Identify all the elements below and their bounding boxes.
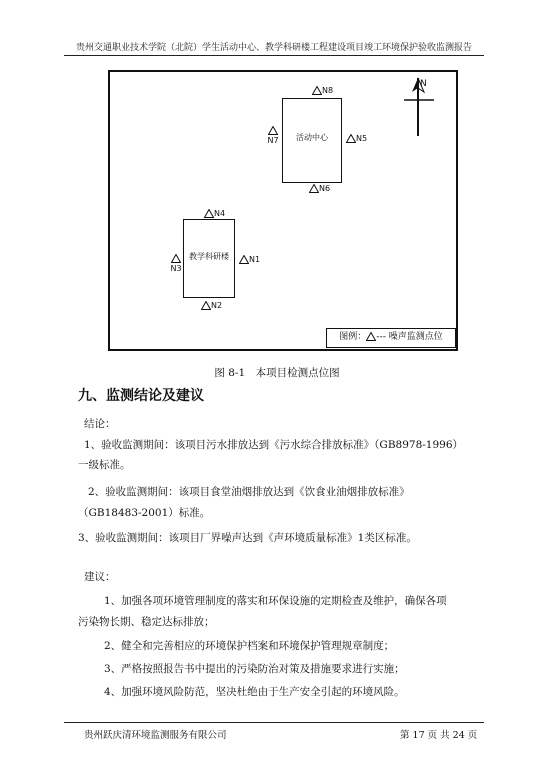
point-label: N1 <box>249 255 261 264</box>
report-header-title: 贵州交通职业技术学院（北院）学生活动中心、教学科研楼工程建设项目竣工环境保护验收监测报告 <box>75 43 472 53</box>
point-n6 <box>309 184 330 194</box>
header-divider <box>64 55 484 56</box>
conclusion-line: 3、验收监测期间：该项目厂界噪声达到《声环境质量标准》1类区标准。 <box>78 532 417 544</box>
suggestion-heading: 建议： <box>84 571 116 583</box>
point-n5 <box>346 134 367 144</box>
footer-page-number: 第 17 页 共 24 页 <box>400 730 478 741</box>
footer-company: 贵州跃庆清环境监测服务有限公司 <box>84 730 227 741</box>
point-label: N5 <box>356 134 368 143</box>
conclusion-line: 2、验收监测期间：该项目食堂油烟排放达到《饮食业油烟排放标准》 <box>88 486 410 498</box>
triangle-marker-icon <box>204 209 214 218</box>
point-label: N4 <box>214 209 226 218</box>
point-label: N3 <box>170 264 182 273</box>
map-legend <box>326 328 456 348</box>
point-label: N2 <box>211 301 223 310</box>
point-n7 <box>264 126 282 146</box>
point-label: N8 <box>322 86 334 95</box>
triangle-marker-icon <box>268 126 278 135</box>
point-label: N6 <box>319 184 331 193</box>
point-n3 <box>167 254 185 274</box>
research-building <box>183 219 235 298</box>
conclusion-line: （GB18483-2001）标准。 <box>78 507 211 519</box>
point-n8 <box>312 86 333 96</box>
figure-caption: 图 8-1 本项目检测点位图 <box>214 367 340 379</box>
conclusion-line: 1、验收监测期间：该项目污水排放达到《污水综合排放标准》（GB8978-1996） <box>84 439 464 451</box>
conclusion-line: 一级标准。 <box>78 459 131 471</box>
suggestion-line: 污染物长期、稳定达标排放； <box>78 616 215 628</box>
triangle-marker-icon <box>171 254 181 263</box>
point-n2 <box>201 301 222 311</box>
footer-divider <box>64 722 484 723</box>
point-n1 <box>239 255 260 265</box>
activity-center-label: 活动中心 <box>296 133 328 142</box>
point-label: N7 <box>267 136 279 145</box>
suggestion-line: 1、加强各项环境管理制度的落实和环保设施的定期检查及维护，确保各项 <box>104 595 447 607</box>
legend-prefix: 图例： <box>339 332 367 342</box>
point-n4 <box>204 209 225 219</box>
conclusion-heading: 结论： <box>84 418 116 430</box>
triangle-marker-icon <box>366 332 376 341</box>
triangle-marker-icon <box>239 255 249 264</box>
triangle-marker-icon <box>309 184 319 193</box>
triangle-marker-icon <box>346 134 356 143</box>
research-building-label: 教学科研楼 <box>189 252 229 261</box>
activity-center-building <box>282 98 342 183</box>
north-label: N <box>420 79 427 89</box>
triangle-marker-icon <box>201 301 211 310</box>
suggestion-line: 4、加强环境风险防范，坚决杜绝由于生产安全引起的环境风险。 <box>104 686 405 698</box>
suggestion-line: 2、健全和完善相应的环境保护档案和环境保护管理规章制度； <box>104 640 395 652</box>
suggestion-line: 3、严格按照报告书中提出的污染防治对策及措施要求进行实施； <box>104 663 405 675</box>
section-title: 九、监测结论及建议 <box>78 388 204 404</box>
triangle-marker-icon <box>312 86 322 95</box>
legend-suffix: --- 噪声监测点位 <box>376 332 443 342</box>
